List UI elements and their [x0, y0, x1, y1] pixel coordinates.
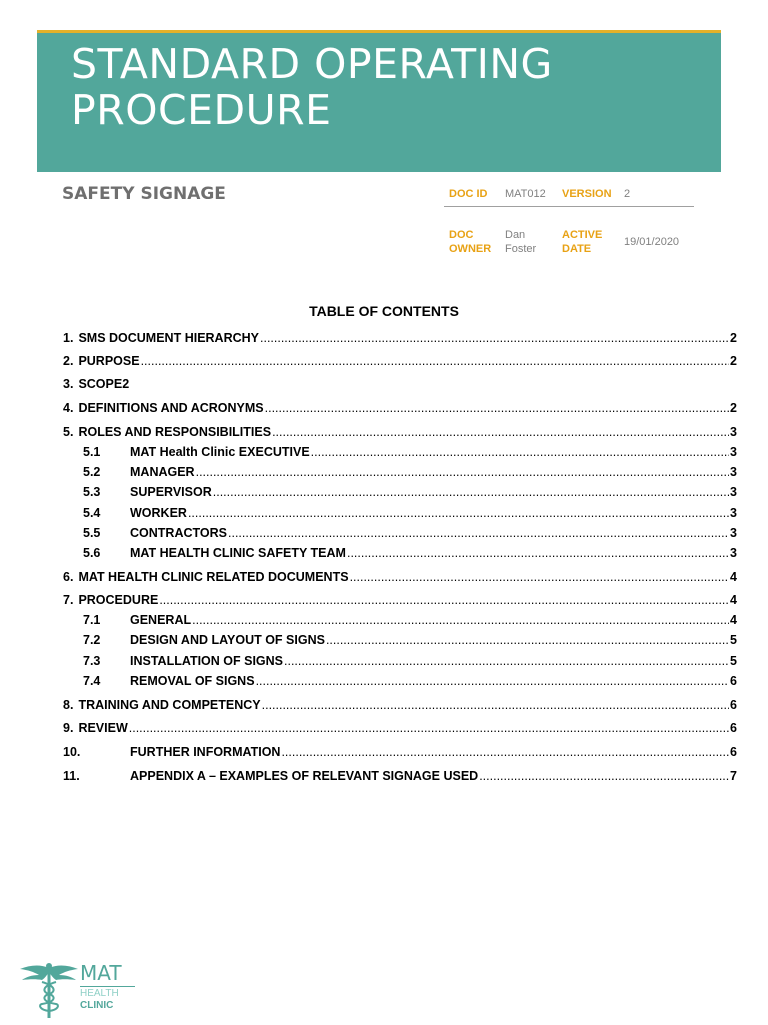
toc-leader-dots — [265, 400, 729, 416]
title-banner — [37, 30, 721, 172]
toc-entry-page: 3 — [730, 445, 737, 459]
toc-entry[interactable] — [63, 398, 737, 416]
toc-entry[interactable] — [63, 671, 737, 689]
version-label: VERSION — [562, 188, 612, 200]
toc-entry-page: 2 — [730, 401, 737, 415]
logo-underline — [80, 986, 135, 987]
toc-entry-page: 2 — [730, 354, 737, 368]
toc-entry-page: 3 — [730, 465, 737, 479]
doc-id-label: DOC ID — [449, 188, 488, 200]
toc-entry-title: MAT HEALTH CLINIC SAFETY TEAM — [130, 546, 346, 560]
toc-entry-title: SCOPE2 — [78, 377, 130, 391]
toc-entry[interactable] — [63, 590, 737, 608]
toc-leader-dots — [350, 569, 729, 585]
doc-owner-value-line-2: Foster — [505, 243, 537, 255]
toc-entry-page: 6 — [730, 745, 737, 759]
toc-leader-dots — [141, 353, 729, 369]
toc-entry-number: 5.3 — [83, 485, 101, 499]
toc-heading: TABLE OF CONTENTS — [309, 303, 459, 319]
toc-entry[interactable] — [63, 462, 737, 480]
toc-entry[interactable] — [63, 742, 737, 760]
toc-entry-title: DESIGN AND LAYOUT OF SIGNS — [130, 633, 325, 647]
document-title-line-1: STANDARD OPERATING — [71, 40, 553, 88]
toc-entry-title: FURTHER INFORMATION — [130, 745, 281, 759]
toc-entry-title: PROCEDURE — [78, 593, 159, 607]
caduceus-icon — [18, 960, 80, 1020]
toc-entry-number: 5. — [63, 425, 74, 439]
toc-entry-number: 3. — [63, 377, 74, 391]
toc-entry-number: 2. — [63, 354, 74, 368]
doc-owner-value-line-1: Dan — [505, 229, 526, 241]
toc-entry[interactable] — [63, 718, 737, 736]
toc-entry-title: WORKER — [130, 506, 187, 520]
toc-entry-page: 3 — [730, 425, 737, 439]
toc-entry[interactable] — [63, 523, 737, 541]
toc-leader-dots — [188, 505, 729, 521]
toc-entry-number: 8. — [63, 698, 74, 712]
toc-entry-title: SUPERVISOR — [130, 485, 212, 499]
doc-owner-value — [505, 228, 536, 256]
toc-entry-title: APPENDIX A – EXAMPLES OF RELEVANT SIGNAGE USED — [130, 769, 479, 783]
document-subtitle: SAFETY SIGNAGE — [62, 184, 226, 204]
toc-entry-number: 4. — [63, 401, 74, 415]
doc-owner-label-line-2: OWNER — [449, 243, 492, 255]
active-date-label — [562, 228, 602, 256]
toc-entry[interactable] — [63, 766, 737, 784]
toc-entry-title: DEFINITIONS AND ACRONYMS — [78, 401, 264, 415]
toc-leader-dots — [192, 612, 729, 628]
toc-entry-page: 4 — [730, 570, 737, 584]
toc-entry-title: MANAGER — [130, 465, 195, 479]
logo-text-clinic: CLINIC — [80, 1000, 114, 1011]
toc-entry[interactable] — [63, 482, 737, 500]
toc-entry-title: TRAINING AND COMPETENCY — [78, 698, 261, 712]
logo-text-health: HEALTH — [80, 988, 119, 999]
toc-entry[interactable] — [63, 695, 737, 713]
toc-entry-number: 6. — [63, 570, 74, 584]
toc-entry-page: 3 — [730, 526, 737, 540]
toc-leader-dots — [228, 525, 729, 541]
toc-leader-dots — [196, 464, 729, 480]
toc-entry-title: CONTRACTORS — [130, 526, 227, 540]
toc-leader-dots — [262, 697, 729, 713]
active-date-label-line-1: ACTIVE — [562, 229, 603, 241]
toc-leader-dots — [159, 592, 729, 608]
doc-owner-label — [449, 228, 491, 256]
toc-entry[interactable] — [63, 651, 737, 669]
toc-entry-number: 1. — [63, 331, 74, 345]
toc-entry[interactable] — [63, 630, 737, 648]
toc-entry-number: 7.4 — [83, 674, 101, 688]
toc-entry-number: 7. — [63, 593, 74, 607]
clinic-logo — [18, 960, 143, 1020]
active-date-value: 19/01/2020 — [624, 236, 680, 248]
toc-entry-number: 9. — [63, 721, 74, 735]
toc-entry-page: 6 — [730, 674, 737, 688]
toc-entry-page: 3 — [730, 546, 737, 560]
toc-entry-title: MAT HEALTH CLINIC RELATED DOCUMENTS — [78, 570, 349, 584]
toc-leader-dots — [284, 653, 729, 669]
logo-text-mat: MAT — [80, 961, 122, 985]
toc-entry[interactable] — [63, 610, 737, 628]
doc-id-value: MAT012 — [505, 188, 546, 200]
toc-entry-page: 3 — [730, 506, 737, 520]
toc-entry-page: 5 — [730, 633, 737, 647]
document-title-line-2: PROCEDURE — [71, 86, 332, 134]
toc-entry-title: PURPOSE — [78, 354, 140, 368]
toc-entry-number: 10. — [63, 745, 81, 759]
toc-entry-title: SMS DOCUMENT HIERARCHY — [78, 331, 259, 345]
toc-entry-page: 4 — [730, 593, 737, 607]
toc-entry-number: 5.6 — [83, 546, 101, 560]
toc-entry[interactable] — [63, 374, 737, 392]
toc-entry[interactable] — [63, 351, 737, 369]
toc-entry-number: 5.5 — [83, 526, 101, 540]
toc-leader-dots — [347, 545, 729, 561]
toc-entry[interactable] — [63, 328, 737, 346]
toc-leader-dots — [213, 484, 729, 500]
toc-entry[interactable] — [63, 422, 737, 440]
toc-entry-title: REVIEW — [78, 721, 128, 735]
toc-entry[interactable] — [63, 567, 737, 585]
toc-entry-number: 7.2 — [83, 633, 101, 647]
toc-entry-number: 5.4 — [83, 506, 101, 520]
active-date-label-line-2: DATE — [562, 243, 592, 255]
toc-leader-dots — [129, 720, 729, 736]
meta-divider — [444, 206, 694, 207]
toc-entry-page: 4 — [730, 613, 737, 627]
toc-leader-dots — [326, 632, 729, 648]
toc-entry[interactable] — [63, 503, 737, 521]
toc-leader-dots — [272, 424, 729, 440]
toc-leader-dots — [311, 444, 729, 460]
toc-leader-dots — [256, 673, 729, 689]
toc-entry-title: ROLES AND RESPONSIBILITIES — [78, 425, 272, 439]
toc-leader-dots — [260, 330, 729, 346]
toc-entry-page: 6 — [730, 721, 737, 735]
toc-entry-number: 7.3 — [83, 654, 101, 668]
toc-entry-number: 5.1 — [83, 445, 101, 459]
toc-entry-title: INSTALLATION OF SIGNS — [130, 654, 284, 668]
toc-entry-page: 7 — [730, 769, 737, 783]
toc-entry-number: 11. — [63, 769, 80, 783]
toc-entry-page: 6 — [730, 698, 737, 712]
toc-entry-number: 7.1 — [83, 613, 101, 627]
document-title — [71, 41, 553, 133]
version-value: 2 — [624, 188, 631, 200]
toc-entry-page: 2 — [730, 331, 737, 345]
toc-entry-title: REMOVAL OF SIGNS — [130, 674, 255, 688]
toc-entry[interactable] — [63, 543, 737, 561]
toc-entry-page: 3 — [730, 485, 737, 499]
toc-leader-dots — [281, 744, 729, 760]
toc-entry-title: GENERAL — [130, 613, 192, 627]
toc-leader-dots — [479, 768, 729, 784]
toc-entry-number: 5.2 — [83, 465, 101, 479]
toc-entry[interactable] — [63, 442, 737, 460]
doc-owner-label-line-1: DOC — [449, 229, 474, 241]
toc-entry-title: MAT Health Clinic EXECUTIVE — [130, 445, 310, 459]
toc-entry-page: 5 — [730, 654, 737, 668]
